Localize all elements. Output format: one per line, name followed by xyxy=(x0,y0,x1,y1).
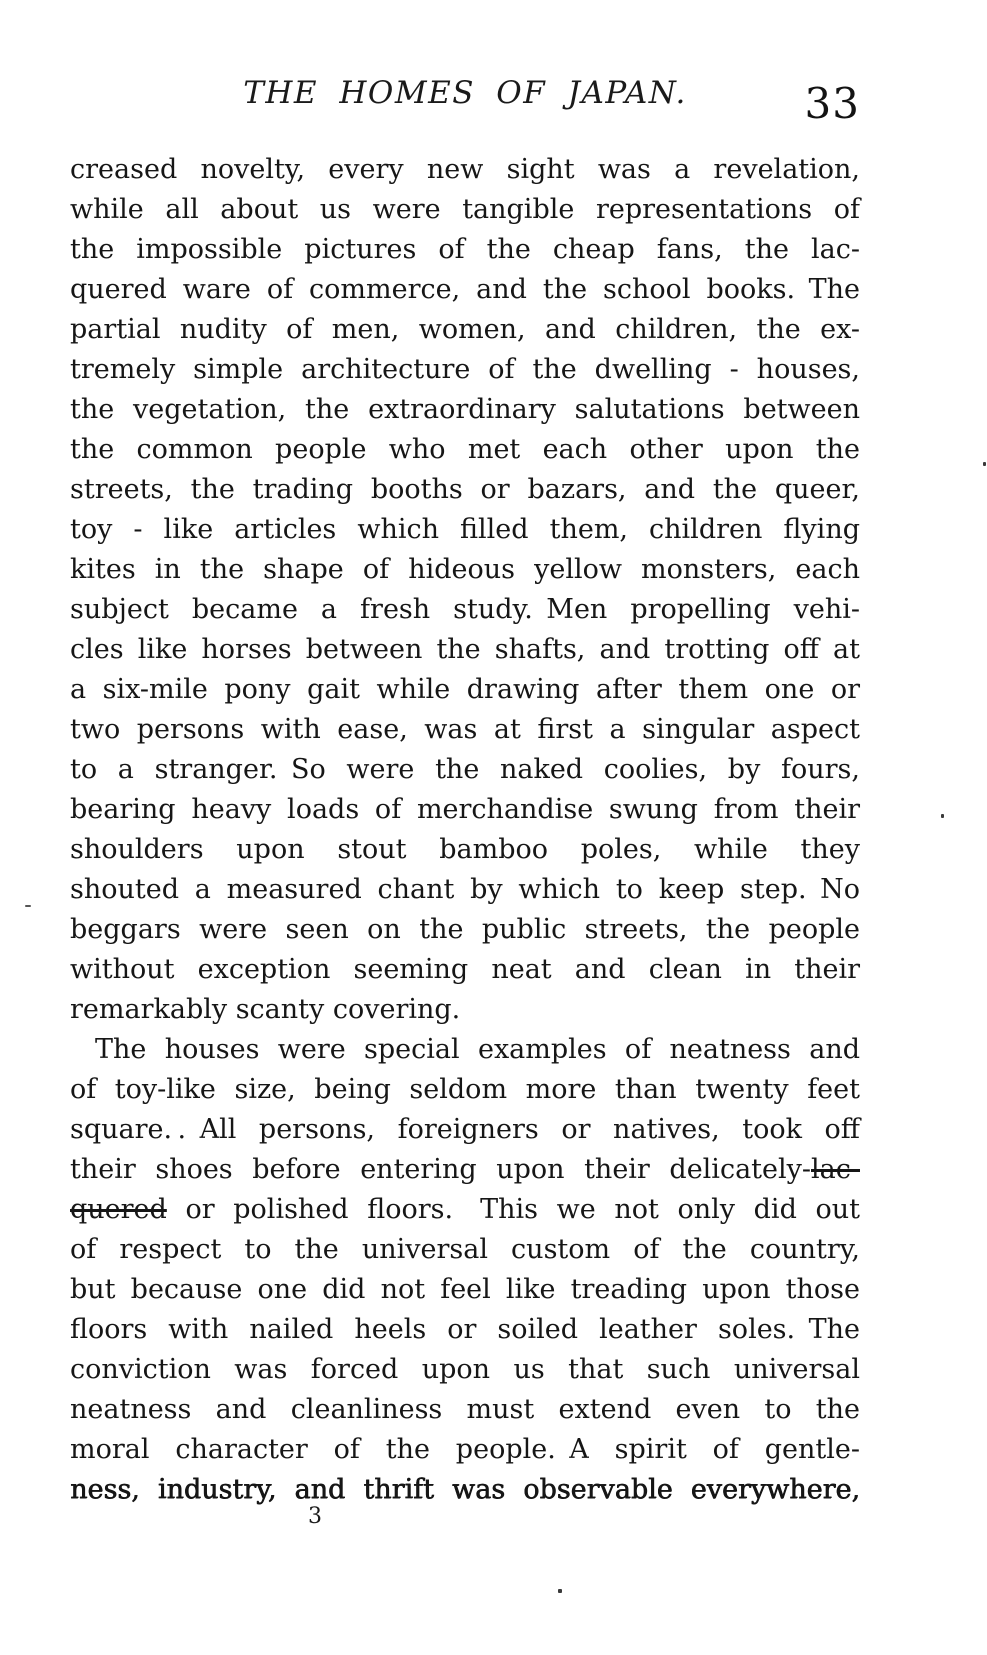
struck-text: quered xyxy=(70,1194,167,1225)
text-line: shoulders upon stout bamboo poles, while they xyxy=(70,834,860,865)
text-line: streets, the trading booths or bazars, and the queer, xyxy=(70,474,860,505)
text-line: the impossible pictures of the cheap fans, the lac- xyxy=(70,234,860,265)
text-line: conviction was forced upon us that such universal xyxy=(70,1354,860,1385)
text-line: without exception seeming neat and clean in their xyxy=(70,954,860,985)
signature-mark: 3 xyxy=(308,1504,322,1529)
text-line: the vegetation, the extraordinary salutations between xyxy=(70,394,860,425)
scan-speck xyxy=(983,462,986,466)
text-line: moral character of the people. A spirit of gentle- xyxy=(70,1434,860,1465)
text-line: of toy-like size, being seldom more than twenty feet xyxy=(70,1074,860,1105)
text-line: remarkably scanty covering. xyxy=(70,994,461,1025)
text-line: square. . All persons, foreigners or natives, took off xyxy=(70,1114,860,1145)
text-line: partial nudity of men, women, and children, the ex- xyxy=(70,314,860,345)
text-segment: or polished floors. This we not only did out xyxy=(166,1194,860,1225)
page-number: 33 xyxy=(804,79,860,128)
text-line: beggars were seen on the public streets, the people xyxy=(70,914,860,945)
running-title: THE HOMES OF JAPAN. xyxy=(243,75,687,111)
text-segment: their shoes before entering upon their delicately- xyxy=(70,1154,812,1185)
text-line: quered ware of commerce, and the school books. The xyxy=(70,274,860,305)
text-line: neatness and cleanliness must extend even to the xyxy=(70,1394,860,1425)
text-line: tremely simple architecture of the dwelling - houses, xyxy=(70,354,860,385)
text-line: to a stranger. So were the naked coolies, by fours, xyxy=(70,754,860,785)
text-line xyxy=(70,1190,860,1230)
text-line: the common people who met each other upon the xyxy=(70,434,860,465)
text-line: shouted a measured chant by which to keep step. No xyxy=(70,874,860,905)
text-line: but because one did not feel like treading upon those xyxy=(70,1274,860,1305)
scan-speck xyxy=(25,905,31,907)
text-line: of respect to the universal custom of the country, xyxy=(70,1234,860,1265)
text-line: toy - like articles which filled them, children flying xyxy=(70,514,860,545)
scan-speck xyxy=(558,1589,562,1593)
text-line: while all about us were tangible representations of xyxy=(70,194,860,225)
text-line: The houses were special examples of neatness and xyxy=(95,1034,860,1065)
struck-text: lac- xyxy=(811,1154,860,1185)
text-line: ness, industry, and thrift was observable everywhere, xyxy=(70,1474,860,1505)
page-header xyxy=(70,75,860,128)
text-line: subject became a fresh study. Men propelling vehi- xyxy=(70,594,860,625)
body-text xyxy=(70,150,860,1510)
text-line: cles like horses between the shafts, and trotting off at xyxy=(70,634,860,665)
text-line: bearing heavy loads of merchandise swung from their xyxy=(70,794,860,825)
text-line: kites in the shape of hideous yellow monsters, each xyxy=(70,554,860,585)
text-line: two persons with ease, was at first a singular aspect xyxy=(70,714,860,745)
paragraph-2 xyxy=(70,1030,860,1510)
paragraph-1 xyxy=(70,150,860,1030)
text-line: creased novelty, every new sight was a revelation, xyxy=(70,154,860,185)
text-line xyxy=(70,1150,860,1190)
text-line: a six-mile pony gait while drawing after them one or xyxy=(70,674,860,705)
scan-speck xyxy=(941,814,944,818)
text-line: floors with nailed heels or soiled leather soles. The xyxy=(70,1314,860,1345)
